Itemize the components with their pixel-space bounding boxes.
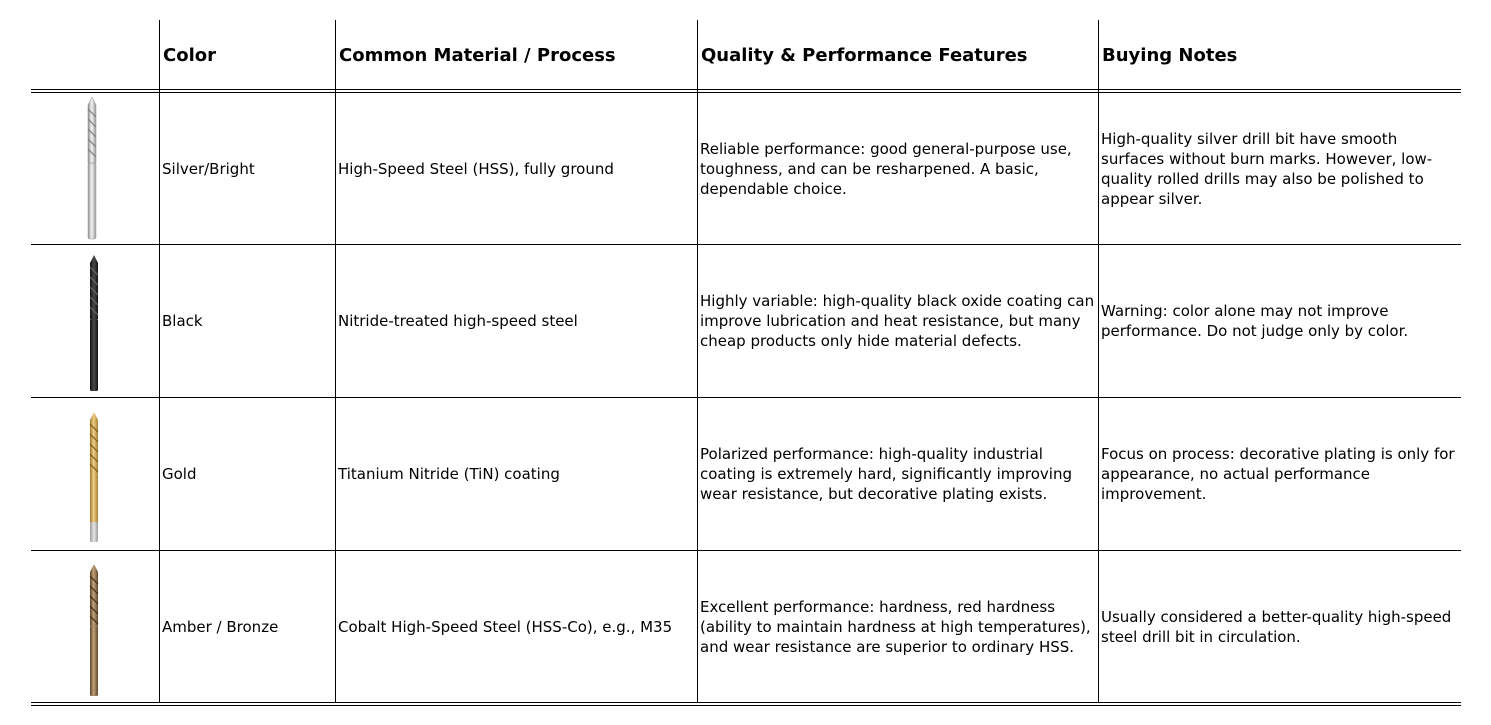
column-divider	[1098, 20, 1099, 703]
silver-drill-bit-image	[82, 95, 102, 241]
column-divider	[697, 20, 698, 703]
column-divider	[335, 20, 336, 703]
cell-color: Silver/Bright	[162, 159, 255, 178]
header-notes: Buying Notes	[1102, 44, 1238, 66]
cell-material: Titanium Nitride (TiN) coating	[338, 465, 560, 483]
cell-color: Amber / Bronze	[162, 617, 279, 636]
gold-drill-bit-image	[84, 410, 104, 544]
header-quality: Quality & Performance Features	[701, 44, 1028, 66]
cell-notes: Focus on process: decorative plating is only for appearance, no actual performance improvement.	[1101, 445, 1455, 503]
cell-color: Black	[162, 312, 203, 330]
cell-material: High-Speed Steel (HSS), fully ground	[338, 159, 614, 178]
cell-notes: Usually considered a better-quality high-speed steel drill bit in circulation.	[1101, 607, 1452, 646]
cell-quality: Highly variable: high-quality black oxide coating can improve lubrication and heat resistance, but many cheap products only hide material defects.	[700, 292, 1095, 350]
cell-notes: Warning: color alone may not improve performance. Do not judge only by color.	[1101, 302, 1409, 340]
column-divider	[159, 20, 160, 703]
cell-quality: Excellent performance: hardness, red hardness (ability to maintain hardness at high temperatures), and wear resistance are superior to ordinary HSS.	[700, 597, 1091, 656]
cell-quality: Reliable performance: good general-purpose use, toughness, and can be resharpened. A basic, dependable choice.	[700, 139, 1072, 198]
cell-material: Cobalt High-Speed Steel (HSS-Co), e.g., M35	[338, 617, 673, 636]
cell-color: Gold	[162, 465, 197, 483]
header-material: Common Material / Process	[339, 44, 616, 66]
cell-notes: High-quality silver drill bit have smooth surfaces without burn marks. However, low-quality rolled drills may also be polished to appear silver.	[1101, 129, 1433, 208]
amber-drill-bit-image	[84, 562, 104, 698]
table-bottom-rule	[31, 702, 1461, 706]
cell-material: Nitride-treated high-speed steel	[338, 312, 578, 330]
black-drill-bit-image	[84, 253, 104, 393]
cell-quality: Polarized performance: high-quality industrial coating is extremely hard, significantly improving wear resistance, but decorative plating exists.	[700, 445, 1072, 503]
header-color: Color	[163, 44, 216, 66]
